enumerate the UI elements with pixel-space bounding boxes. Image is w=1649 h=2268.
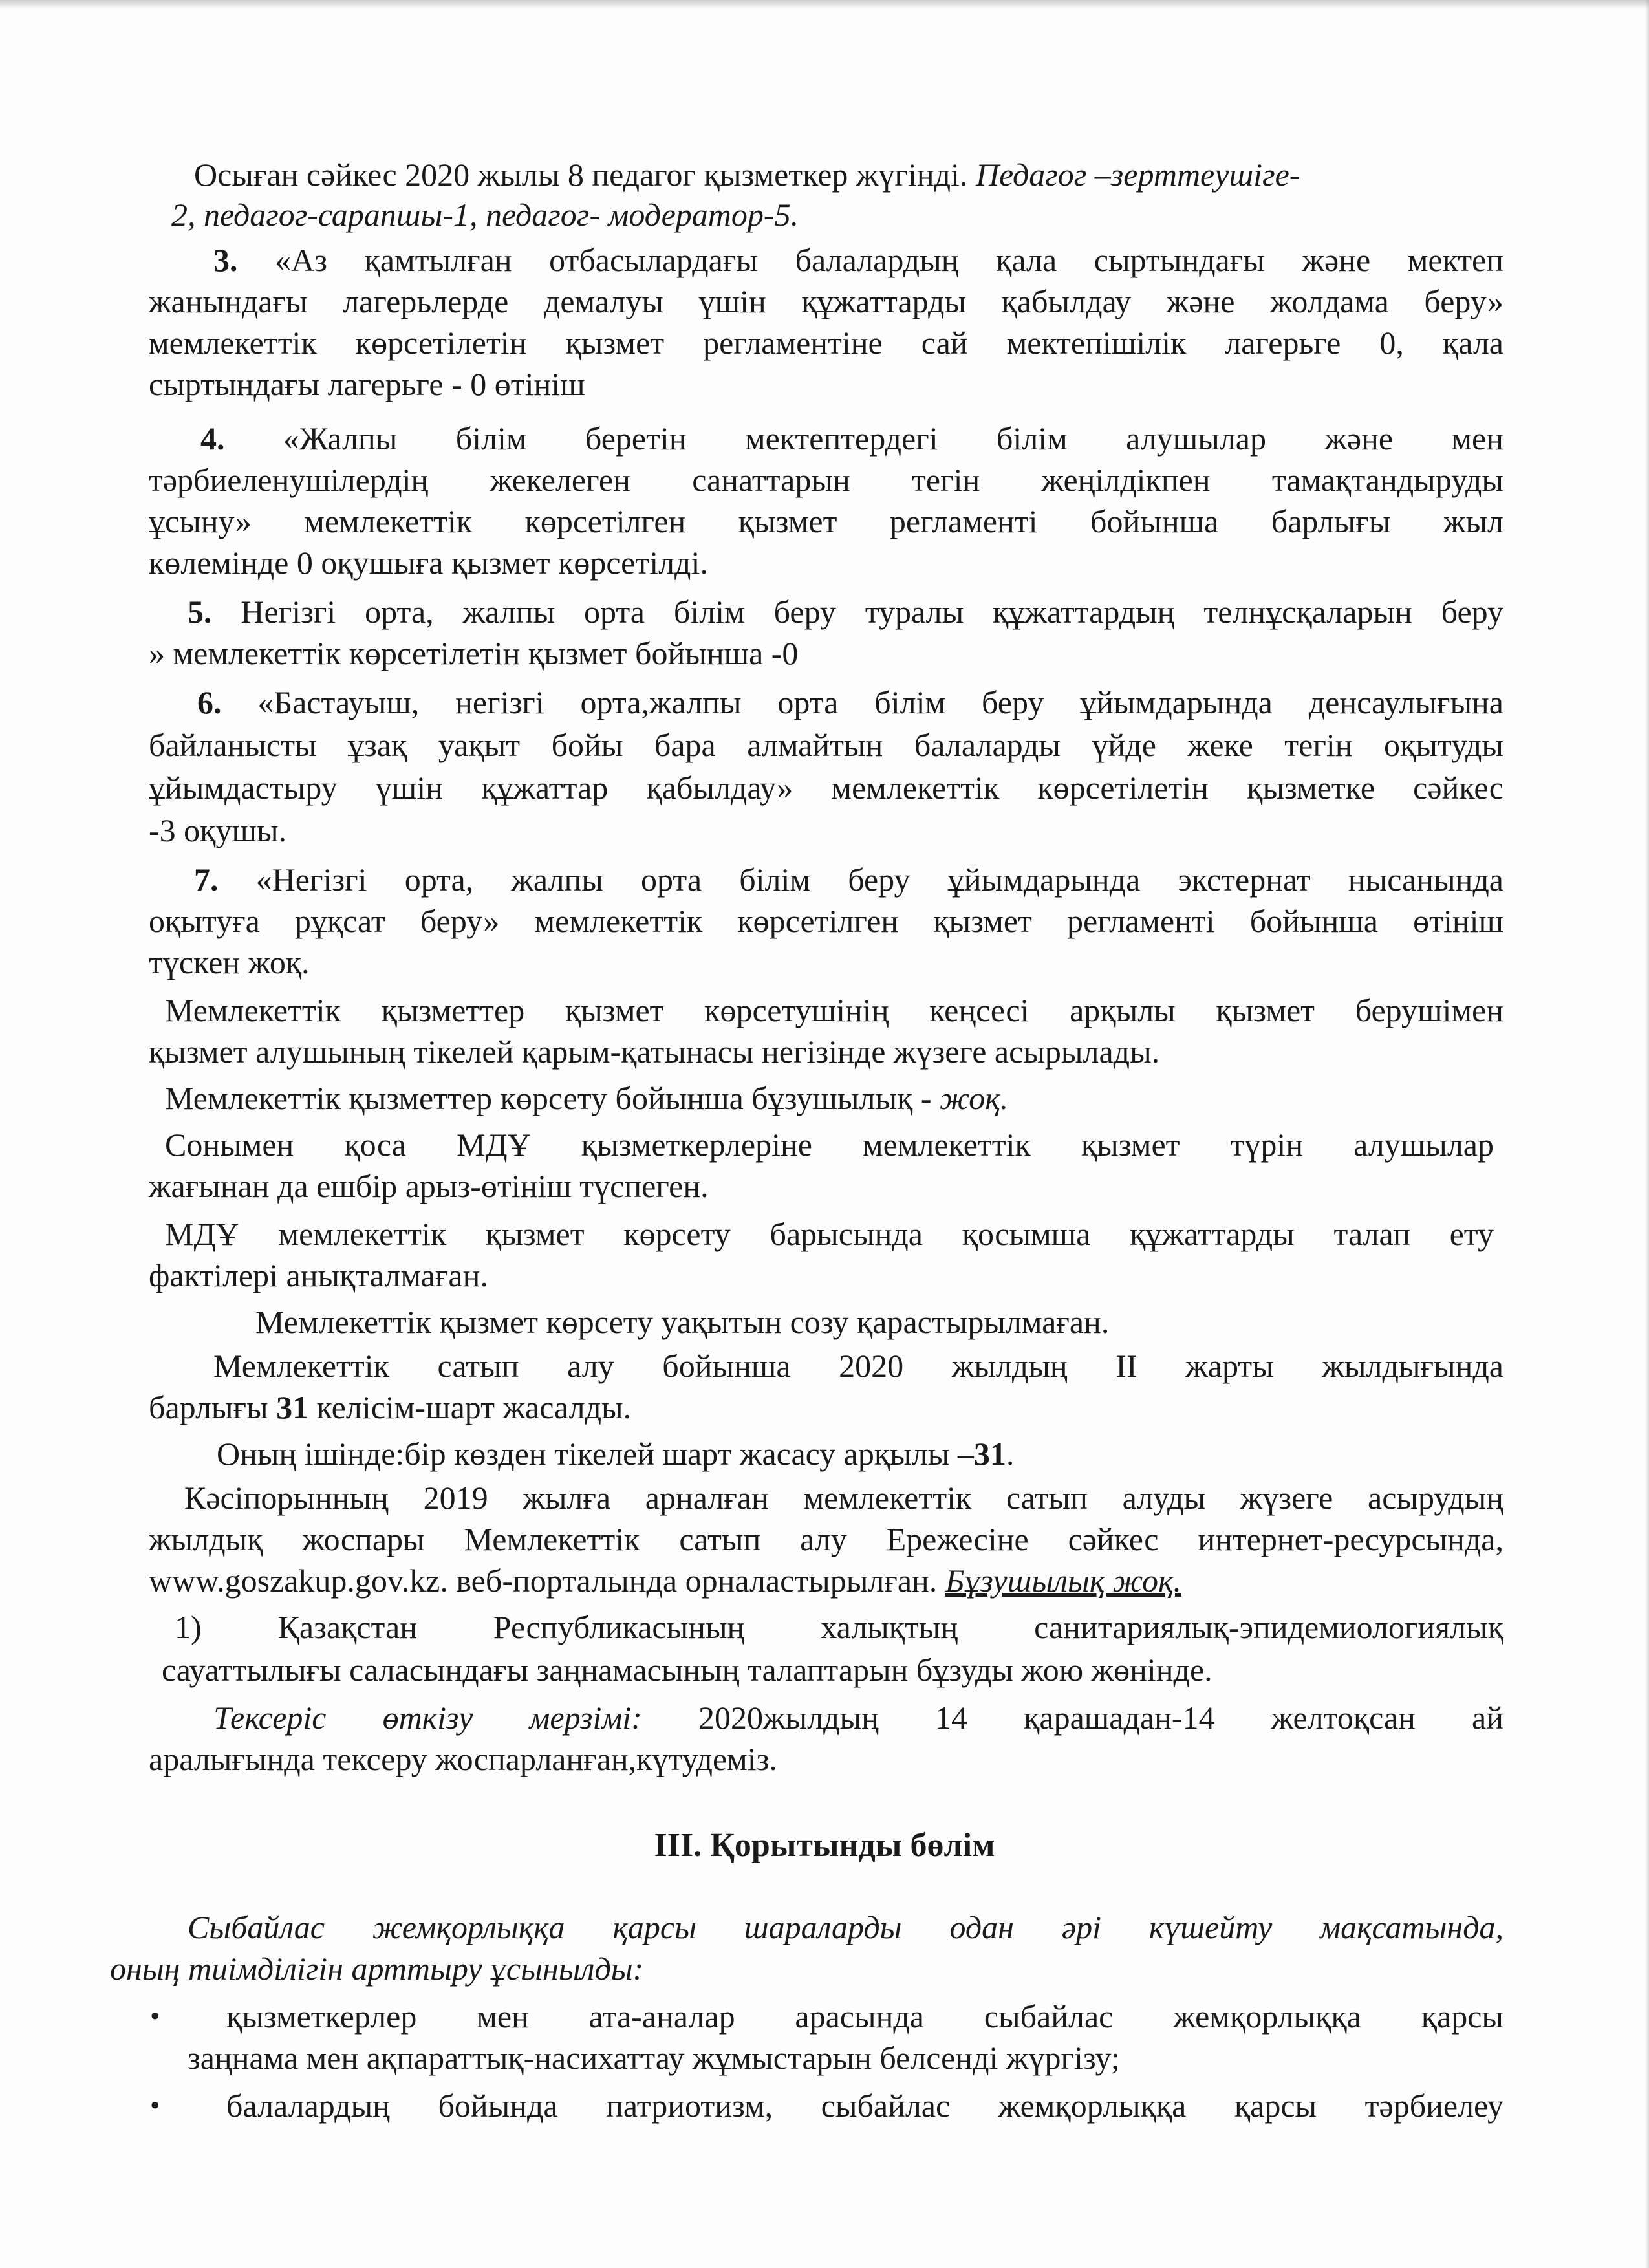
item-6-line-1 — [197, 683, 1503, 722]
service-line-1: Мемлекеттік қызметтер қызмет көрсетушінің кеңсесі арқылы қызмет берушімен — [165, 992, 1503, 1028]
plan-line-1: Кәсіпорынның 2019 жылға арналған мемлекеттік сатып алуды жүзеге асырудың — [184, 1480, 1503, 1516]
item-7-line-3: түскен жоқ. — [149, 944, 310, 980]
inspection-label: Тексеріс өткізу мерзімі: — [213, 1700, 642, 1736]
item-4-line-2: тәрбиеленушілердің жекелеген санаттарын тегін жеңілдікпен тамақтандыруды — [149, 462, 1503, 498]
documents-line-1: МДҰ мемлекеттік қызмет көрсету барысында қосымша құжаттарды талап ету — [165, 1216, 1494, 1252]
item-5-text: Негізгі орта, жалпы орта білім беру туралы құжаттардың телнұсқаларын беру — [241, 594, 1503, 630]
item-7-text: «Негізгі орта, жалпы орта білім беру ұйымдарында экстернат нысанында — [255, 861, 1503, 898]
item-6-number: 6. — [197, 684, 222, 720]
bullet-1-line-1: қызметкерлер мен ата-аналар арасында сыбайлас жемқорлыққа қарсы — [226, 1998, 1503, 2035]
item-4-number: 4. — [200, 420, 225, 457]
bullet-1-line-2: заңнама мен ақпараттық-насихаттау жұмыстарын белсенді жүргізу; — [188, 2040, 1120, 2076]
item-3-line-2: жанындағы лагерьлерде демалуы үшін құжаттарды қабылдау және жолдама беру» — [149, 283, 1503, 319]
paragraph-1-italic: Педагог –зерттеушіге- — [975, 157, 1300, 193]
complaints-line-1: Сонымен қоса МДҰ қызметкерлеріне мемлекеттік қызмет түрін алушылар — [165, 1127, 1494, 1163]
item-3-line-4: сыртындағы лагерьге - 0 өтініш — [149, 366, 585, 402]
item-5-line-2: » мемлекеттік көрсетілетін қызмет бойынша -0 — [149, 635, 799, 671]
item-4-line-1 — [200, 419, 1503, 458]
paragraph-1-line-1 — [194, 155, 1300, 194]
procurement-count: 31 — [276, 1389, 309, 1425]
paragraph-1-line-2: 2, педагог-сарапшы-1, педагог- модератор-5. — [171, 197, 799, 233]
item-7-line-2: оқытуға рұқсат беру» мемлекеттік көрсетілген қызмет регламенті бойынша өтініш — [149, 903, 1503, 939]
inspection-dates: 2020жылдың 14 қарашадан-14 желтоқсан ай — [641, 1700, 1504, 1736]
conclusion-line-2: оның тиімділігін арттыру ұсынылды: — [110, 1950, 644, 1987]
conclusion-line-1: Сыбайлас жемқорлыққа қарсы шараларды одан әрі күшейту мақсатында, — [188, 1909, 1503, 1945]
plan-line-2: жылдық жоспары Мемлекеттік сатып алу Ережесіне сәйкес интернет-ресурсында, — [149, 1521, 1503, 1557]
item-6-line-3: ұйымдастыру үшін құжаттар қабылдау» мемлекеттік көрсетілетін қызметке сәйкес — [149, 770, 1503, 806]
item-4-line-3: ұсыну» мемлекеттік көрсетілген қызмет регламенті бойынша барлығы жыл — [149, 503, 1503, 539]
service-line-2: қызмет алушының тікелей қарым-қатынасы негізінде жүзеге асырылады. — [149, 1033, 1160, 1070]
bullet-2-line-1: балалардың бойында патриотизм, сыбайлас жемқорлыққа қарсы тәрбиелеу — [226, 2088, 1503, 2124]
complaints-line-2: жағынан да ешбір арыз-өтініш түспеген. — [149, 1168, 709, 1204]
direct-text: Оның ішінде:бір көзден тікелей шарт жасасу арқылы — [217, 1436, 958, 1472]
violation-text: Мемлекеттік қызметтер көрсету бойынша бұзушылық - — [165, 1080, 940, 1116]
item-3-text: «Аз қамтылған отбасылардағы балалардың қала сыртындағы және мектеп — [275, 242, 1503, 278]
item-5-line-1 — [188, 592, 1503, 631]
item-6-line-2: байланысты ұзақ уақыт бойы бара алмайтын балаларды үйде жеке тегін оқытуды — [149, 727, 1503, 763]
item-3-line-3: мемлекеттік көрсетілетін қызмет регламентіне сай мектепішілік лагерьге 0, қала — [149, 325, 1503, 361]
item-5-number: 5. — [188, 594, 212, 630]
sanitary-line-1: 1) Қазақстан Республикасының халықтың санитариялық-эпидемиологиялық — [175, 1609, 1503, 1645]
direct-end: . — [1006, 1436, 1015, 1472]
procurement-line-2 — [149, 1388, 631, 1427]
bullet-2-icon: • — [150, 2090, 160, 2121]
section-3-heading: ІІІ. Қорытынды бөлім — [654, 1827, 995, 1864]
direct-line — [217, 1434, 1014, 1473]
item-6-text: «Бастауыш, негізгі орта,жалпы орта білім беру ұйымдарында денсаулығына — [257, 684, 1503, 720]
item-3-line-1 — [213, 241, 1503, 279]
violation-italic: жоқ. — [940, 1080, 1009, 1116]
scan-edge-right — [1645, 0, 1649, 2268]
item-4-text: «Жалпы білім беретін мектептердегі білім алушылар және мен — [283, 420, 1503, 457]
plan-violation-italic: Бұзушылық жоқ. — [945, 1562, 1181, 1599]
violation-line — [165, 1079, 1008, 1118]
sanitary-line-2: сауаттылығы саласындағы заңнамасының талаптарын бұзуды жою жөнінде. — [162, 1652, 1212, 1688]
procurement-line-1: Мемлекеттік сатып алу бойынша 2020 жылдың ІІ жарты жылдығында — [213, 1348, 1503, 1384]
inspection-line-2: аралығында тексеру жоспарланған,күтудеміз. — [149, 1741, 777, 1777]
item-7-number: 7. — [194, 861, 219, 898]
scan-edge-top — [0, 0, 1649, 9]
procurement-text-a: барлығы — [149, 1389, 277, 1425]
plan-line-3 — [149, 1561, 1181, 1600]
item-7-line-1 — [194, 860, 1503, 899]
inspection-line-1 — [213, 1698, 1503, 1737]
documents-line-2: фактілері анықталмаған. — [149, 1257, 488, 1293]
plan-url-text: www.goszakup.gov.kz. веб-порталында орналастырылған. — [149, 1562, 945, 1599]
item-3-number: 3. — [213, 242, 238, 278]
time-line: Мемлекеттік қызмет көрсету уақытын созу қарастырылмаған. — [255, 1304, 1110, 1340]
procurement-text-c: келісім-шарт жасалды. — [308, 1389, 632, 1425]
item-4-line-4: көлемінде 0 оқушыға қызмет көрсетілді. — [149, 545, 708, 581]
bullet-1-icon: • — [150, 2000, 160, 2032]
paragraph-1-text: Осыған сәйкес 2020 жылы 8 педагог қызметкер жүгінді. — [194, 157, 976, 193]
direct-count: –31 — [957, 1436, 1006, 1472]
item-6-line-4: -3 оқушы. — [149, 812, 287, 848]
